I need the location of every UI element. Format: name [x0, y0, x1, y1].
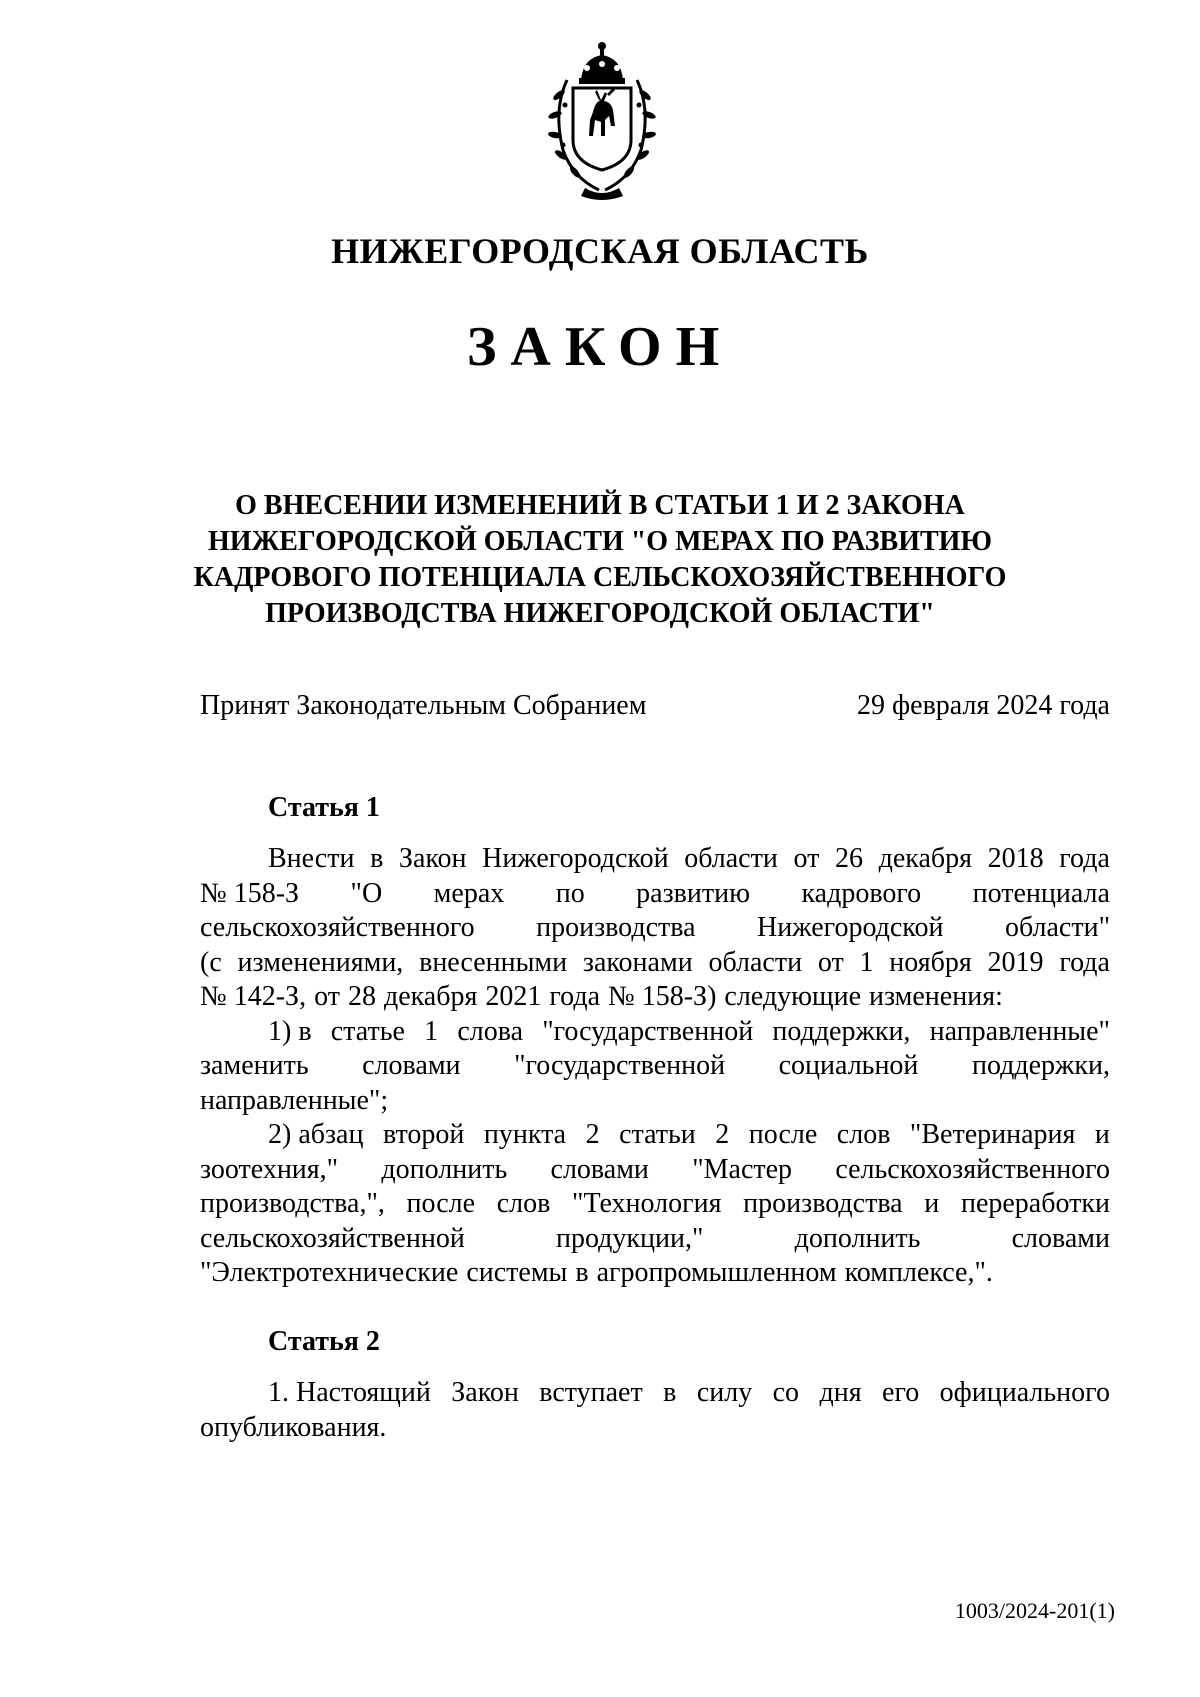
word: статьи	[619, 1119, 696, 1150]
text-line	[200, 980, 1110, 1015]
word: мерах	[433, 877, 505, 909]
law-title	[160, 488, 1040, 632]
word: зоотехния,"	[200, 1153, 339, 1185]
word: в	[575, 1257, 589, 1288]
word: дополнить	[794, 1222, 921, 1254]
word: со	[772, 1377, 800, 1408]
word: 1) в	[268, 1015, 312, 1047]
word: словами	[550, 1153, 649, 1185]
word: изменениями,	[237, 946, 404, 978]
word: поддержки,	[772, 1015, 911, 1047]
word: направленные"	[929, 1015, 1110, 1047]
word: и	[1094, 1119, 1110, 1150]
word: дополнить	[381, 1153, 508, 1185]
text-line	[200, 1411, 1110, 1446]
word: изменения:	[869, 981, 1003, 1012]
law-title-line: О ВНЕСЕНИИ ИЗМЕНЕНИЙ В СТАТЬИ 1 И 2 ЗАКОНА	[235, 490, 965, 521]
word: его	[882, 1377, 920, 1408]
word: 28	[347, 981, 376, 1012]
word: заменить	[200, 1050, 309, 1081]
word: системы	[466, 1257, 568, 1288]
word: кадрового	[801, 877, 922, 909]
law-title-line: НИЖЕГОРОДСКОЙ ОБЛАСТИ "О МЕРАХ ПО РАЗВИТИЮ	[208, 526, 992, 557]
word: следующие	[724, 981, 862, 1012]
word: "государственной	[514, 1050, 726, 1081]
word: области"	[1004, 912, 1110, 943]
article-2-body	[200, 1376, 1110, 1445]
word: ноября	[889, 946, 972, 978]
word: "Ветеринария	[909, 1119, 1076, 1150]
word: 2018	[987, 843, 1044, 874]
adoption-line	[200, 690, 1110, 722]
article-1-heading: Статья 1	[268, 792, 380, 823]
word: 1	[859, 946, 874, 978]
article-1-body	[200, 842, 1110, 1291]
word: силу	[696, 1377, 753, 1408]
word: потенциала	[972, 877, 1110, 909]
word: производства,",	[200, 1188, 385, 1219]
word: сельскохозяйственного	[200, 912, 475, 943]
text-line	[200, 1222, 1110, 1257]
word: второй	[382, 1119, 465, 1150]
word: сельскохозяйственного	[835, 1153, 1110, 1185]
word: опубликования.	[200, 1411, 387, 1443]
word: и	[924, 1188, 940, 1219]
coat-of-arms-emblem	[535, 40, 670, 200]
word: 2021	[485, 981, 542, 1012]
word: производства	[743, 1188, 903, 1219]
word: слов	[836, 1119, 891, 1150]
word: агропромышленном	[596, 1257, 837, 1288]
word: области	[684, 843, 778, 874]
word: года	[549, 981, 601, 1012]
word: слова	[457, 1015, 523, 1047]
word: законами	[582, 946, 693, 978]
text-line	[200, 1015, 1110, 1050]
document-registration-code: 1003/2024-201(1)	[954, 1598, 1115, 1623]
word: статье	[330, 1015, 405, 1047]
law-title-line: ПРОИЗВОДСТВА НИЖЕГОРОДСКОЙ ОБЛАСТИ"	[265, 598, 935, 629]
law-title-line: КАДРОВОГО ПОТЕНЦИАЛА СЕЛЬСКОХОЗЯЙСТВЕННОГО	[193, 562, 1007, 593]
text-line	[200, 1153, 1110, 1188]
word: дня	[819, 1377, 862, 1408]
adoption-text: Принят Законодательным Собранием	[200, 690, 647, 721]
word: декабря	[383, 981, 478, 1012]
word: Нижегородской	[757, 912, 944, 943]
word: поддержки,	[971, 1050, 1110, 1081]
word: "Технология	[572, 1188, 722, 1219]
word: в	[370, 843, 384, 874]
word: 1. Настоящий	[268, 1377, 431, 1408]
word: после	[748, 1119, 818, 1150]
text-line	[200, 877, 1110, 912]
word: от	[314, 981, 340, 1012]
region-heading: НИЖЕГОРОДСКАЯ ОБЛАСТЬ	[331, 231, 869, 271]
text-line	[200, 1376, 1110, 1411]
word: 2019	[987, 946, 1044, 978]
word: № 158-З	[200, 877, 300, 909]
document-type-heading: ЗАКОН	[466, 316, 734, 378]
word: от	[817, 946, 844, 978]
word: 26	[834, 843, 863, 874]
word: Закон	[398, 843, 467, 874]
word: 2	[585, 1119, 600, 1150]
word: продукции,"	[556, 1222, 704, 1254]
word: слов	[496, 1188, 551, 1219]
word: по	[555, 877, 585, 909]
word: Закон	[451, 1377, 519, 1408]
word: в	[663, 1377, 677, 1408]
word: № 158-З)	[608, 981, 717, 1012]
word: пункта	[483, 1119, 567, 1150]
word: словами	[1011, 1222, 1110, 1254]
word: переработки	[960, 1188, 1110, 1219]
word: декабря	[878, 843, 972, 874]
word: словами	[362, 1050, 461, 1081]
word: внесенными	[419, 946, 568, 978]
text-line	[200, 1049, 1110, 1084]
word: от	[793, 843, 820, 874]
word: сельскохозяйственной	[200, 1222, 465, 1254]
word: № 142-З,	[200, 981, 307, 1012]
word: Внести	[268, 843, 355, 874]
word: года	[1059, 843, 1110, 874]
word: производства	[536, 912, 696, 943]
text-line	[200, 946, 1110, 981]
word: Нижегородской	[482, 843, 669, 874]
word: 2	[715, 1119, 730, 1150]
word: после	[406, 1188, 476, 1219]
word: направленные";	[200, 1084, 389, 1116]
word: области	[708, 946, 803, 978]
word: 2) абзац	[268, 1119, 364, 1150]
word: 1	[424, 1015, 439, 1047]
word: комплексе,".	[844, 1257, 993, 1288]
word: "О	[350, 877, 383, 909]
text-line	[200, 1084, 1110, 1119]
text-line	[200, 842, 1110, 877]
article-2-heading: Статья 2	[268, 1326, 380, 1357]
word: социальной	[778, 1050, 919, 1081]
word: "государственной	[542, 1015, 754, 1047]
word: года	[1059, 946, 1110, 978]
word: официального	[939, 1377, 1110, 1408]
word: "Электротехнические	[200, 1257, 459, 1288]
adoption-date: 29 февраля 2024 года	[857, 690, 1110, 721]
text-line	[200, 1118, 1110, 1153]
text-line	[200, 1256, 1110, 1291]
text-line	[200, 911, 1110, 946]
word: (с	[200, 946, 222, 978]
text-line	[200, 1187, 1110, 1222]
word: вступает	[539, 1377, 643, 1408]
word: развитию	[636, 877, 751, 909]
word: "Мастер	[692, 1153, 793, 1185]
